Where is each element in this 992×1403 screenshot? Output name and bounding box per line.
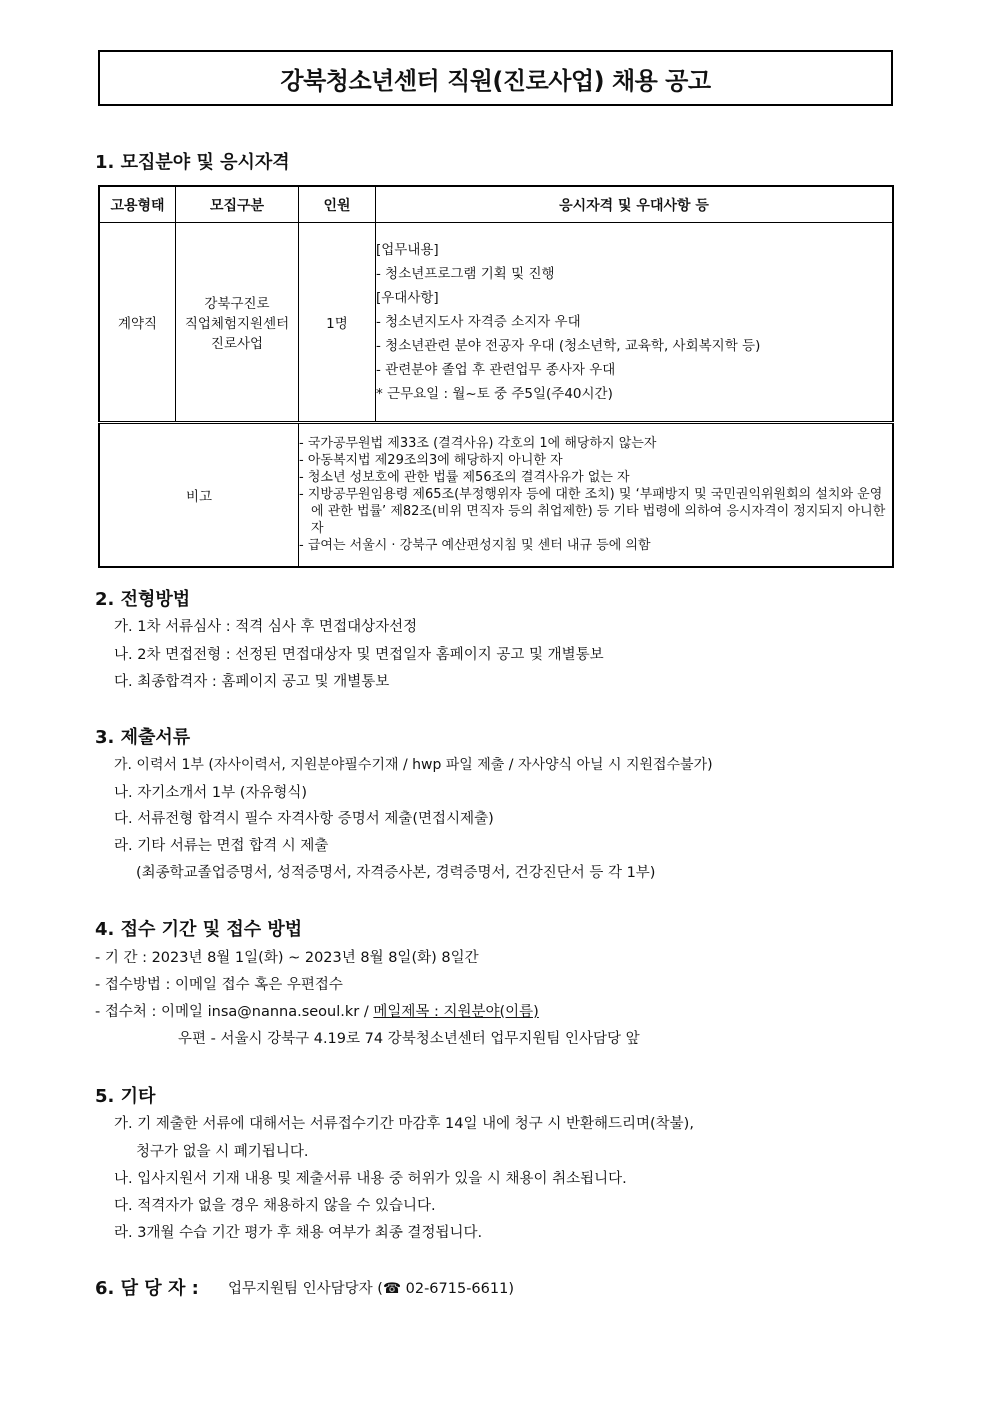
s5-line: 청구가 없을 시 폐기됩니다. [136,1144,309,1160]
qual-line: - 관련분야 졸업 후 관련업무 종사자 우대 [376,362,616,378]
s5-line: 나. 입사지원서 기재 내용 및 제출서류 내용 중 허위가 있을 시 채용이 취소됩니다. [114,1171,627,1187]
section-2-heading: 2. 전형방법 [95,589,191,610]
qual-line: * 근무요일 : 월~토 중 주5일(주40시간) [376,386,613,402]
section-4-heading: 4. 접수 기간 및 접수 방법 [95,919,303,940]
remark-line: - 국가공무원법 제33조 (결격사유) 각호의 1에 해당하지 않는자 [299,436,657,452]
cell-count: 1명 [299,223,376,423]
header-type: 고용형태 [99,186,176,223]
page-title: 강북청소년센터 직원(진로사업) 채용 공고 [98,50,893,106]
remark-line: - 아동복지법 제29조의3에 해당하지 아니한 자 [299,453,563,469]
header-category: 모집구분 [176,186,299,223]
recruit-table [98,185,894,568]
cell-remarks-label: 비고 [99,423,299,567]
s4-mail-address: 우편 - 서울시 강북구 4.19로 74 강북청소년센터 업무지원팀 인사담당 앞 [178,1031,640,1047]
section-1-heading: 1. 모집분야 및 응시자격 [95,152,290,173]
remark-line: - 급여는 서울시 · 강북구 예산편성지침 및 센터 내규 등에 의함 [299,538,651,554]
category-line: 강북구진로 [204,296,270,312]
s3-line: (최종학교졸업증명서, 성적증명서, 자격증사본, 경력증명서, 건강진단서 등 각 1부) [136,865,656,881]
qual-line: - 청소년프로그램 기획 및 진행 [376,266,555,282]
cell-type: 계약직 [99,223,176,423]
s3-line: 가. 이력서 1부 (자사이력서, 지원분야필수기재 / hwp 파일 제출 / 자사양식 아닐 시 지원접수불가) [114,757,713,773]
section-5-heading: 5. 기타 [95,1086,156,1107]
s5-line: 가. 기 제출한 서류에 대해서는 서류접수기간 마감후 14일 내에 청구 시 반환해드리며(착불), [114,1116,694,1132]
s4-period: - 기 간 : 2023년 8월 1일(화) ~ 2023년 8월 8일(화) 8일간 [95,950,479,966]
section-6-heading: 6. 담 당 자 : [95,1278,199,1299]
qual-line: - 청소년관련 분야 전공자 우대 (청소년학, 교육학, 사회복지학 등) [376,338,761,354]
s4-destination-text: - 접수처 : 이메일 insa@nanna.seoul.kr / [95,1004,374,1020]
header-qualification: 응시자격 및 우대사항 등 [376,186,894,223]
remark-line: - 청소년 성보호에 관한 법률 제56조의 결격사유가 없는 자 [299,470,630,486]
s4-mail-subject: 메일제목 : 지원분야(이름) [373,1004,539,1020]
s2-line: 다. 최종합격자 : 홈페이지 공고 및 개별통보 [114,674,390,690]
qual-line: [업무내용] [376,242,439,258]
cell-category [176,223,299,423]
s5-line: 라. 3개월 수습 기간 평가 후 채용 여부가 최종 결정됩니다. [114,1225,483,1241]
s5-line: 다. 적격자가 없을 경우 채용하지 않을 수 있습니다. [114,1198,436,1214]
category-line: 진로사업 [210,336,264,352]
cell-remarks [299,423,894,567]
s6-contact: 업무지원팀 인사담당자 (☎ 02-6715-6611) [228,1281,514,1297]
s2-line: 가. 1차 서류심사 : 적격 심사 후 면접대상자선정 [114,619,418,635]
qual-line: - 청소년지도사 자격증 소지자 우대 [376,314,581,330]
header-count: 인원 [299,186,376,223]
s3-line: 다. 서류전형 합격시 필수 자격사항 증명서 제출(면접시제출) [114,811,494,827]
remark-line: - 지방공무원임용령 제65조(부정행위자 등에 대한 조치) 및 ‘부패방지 및 국민권익위원회의 설치와 운영에 관한 법률’ 제82조(비위 면직자 등의 취업제한) 등 기타 법령에 의하여 응시자격이 정지되지 아니한 자 [299,487,886,537]
category-line: 직업체험지원센터 [184,316,290,332]
s4-destination [95,1000,539,1021]
qual-line: [우대사항] [376,290,439,306]
s2-line: 나. 2차 면접전형 : 선정된 면접대상자 및 면접일자 홈페이지 공고 및 개별통보 [114,647,604,663]
s4-method: - 접수방법 : 이메일 접수 혹은 우편접수 [95,977,343,993]
s3-line: 나. 자기소개서 1부 (자유형식) [114,785,308,801]
section-3-heading: 3. 제출서류 [95,727,191,748]
s3-line: 라. 기타 서류는 면접 합격 시 제출 [114,838,329,854]
cell-qualification [376,223,894,423]
